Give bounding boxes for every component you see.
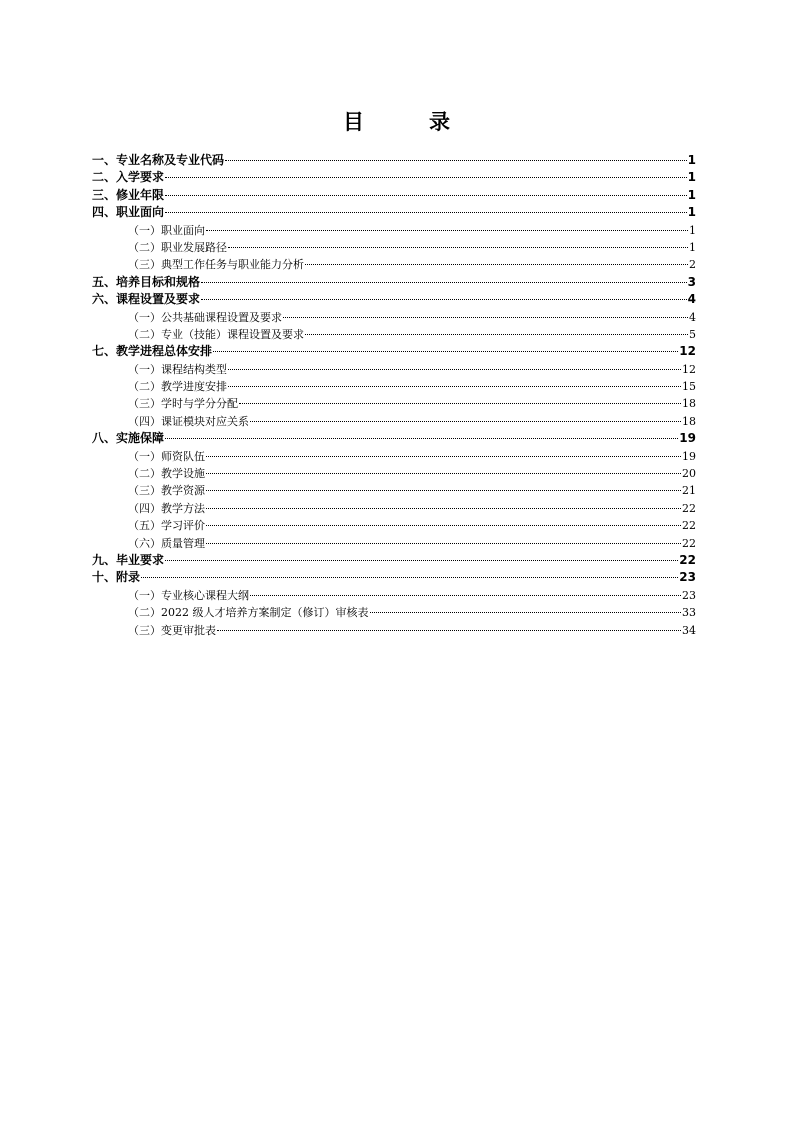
toc-entry-page-number: 12 xyxy=(682,362,696,376)
toc-entry-page-number: 3 xyxy=(687,274,696,289)
toc-section-entry[interactable] xyxy=(92,361,696,378)
toc-entry-label: （二）职业发展路径 xyxy=(128,240,227,254)
toc-chapter-entry[interactable] xyxy=(92,169,696,186)
toc-title: 目 录 xyxy=(343,110,472,134)
toc-section-entry[interactable] xyxy=(92,222,696,239)
toc-entry-page-number: 1 xyxy=(689,240,696,254)
dot-leader xyxy=(206,490,681,491)
toc-section-entry[interactable] xyxy=(92,500,696,517)
toc-section-entry[interactable] xyxy=(92,604,696,621)
toc-section-entry[interactable] xyxy=(92,535,696,552)
dot-leader xyxy=(206,456,681,457)
toc-entry-page-number: 20 xyxy=(682,467,696,481)
toc-section-entry[interactable] xyxy=(92,622,696,639)
toc-entry-label: 一、专业名称及专业代码 xyxy=(92,153,225,167)
table-of-contents xyxy=(92,152,696,639)
toc-section-entry[interactable] xyxy=(92,465,696,482)
toc-entry-page-number: 4 xyxy=(689,310,696,324)
dot-leader xyxy=(228,369,681,370)
dot-leader xyxy=(165,438,678,439)
toc-entry-page-number: 22 xyxy=(682,501,696,515)
dot-leader xyxy=(206,230,688,231)
toc-section-entry[interactable] xyxy=(92,413,696,430)
toc-section-entry[interactable] xyxy=(92,309,696,326)
dot-leader xyxy=(250,595,681,596)
toc-entry-page-number: 1 xyxy=(689,223,696,237)
toc-entry-page-number: 4 xyxy=(687,292,696,307)
dot-leader xyxy=(370,612,682,613)
dot-leader xyxy=(225,160,687,161)
toc-entry-label: （一）专业核心课程大纲 xyxy=(128,588,249,602)
dot-leader xyxy=(250,421,681,422)
toc-entry-label: 七、教学进程总体安排 xyxy=(92,344,213,359)
toc-entry-label: （一）课程结构类型 xyxy=(128,362,227,376)
toc-chapter-entry[interactable] xyxy=(92,291,696,308)
dot-leader xyxy=(206,473,681,474)
toc-entry-page-number: 19 xyxy=(682,449,696,463)
toc-entry-page-number: 1 xyxy=(687,205,696,220)
toc-entry-label: （二）2022 级人才培养方案制定（修订）审核表 xyxy=(128,606,369,620)
dot-leader xyxy=(305,264,688,265)
toc-section-entry[interactable] xyxy=(92,239,696,256)
toc-entry-label: 十、附录 xyxy=(92,570,141,585)
toc-entry-page-number: 1 xyxy=(687,170,696,185)
dot-leader xyxy=(201,282,687,283)
toc-entry-page-number: 33 xyxy=(682,606,696,620)
toc-entry-label: （二）教学进度安排 xyxy=(128,380,227,394)
toc-entry-page-number: 2 xyxy=(689,258,696,272)
toc-entry-page-number: 12 xyxy=(679,344,696,359)
toc-entry-label: 四、职业面向 xyxy=(92,205,165,220)
toc-chapter-entry[interactable] xyxy=(92,187,696,204)
dot-leader xyxy=(206,525,681,526)
dot-leader xyxy=(283,317,688,318)
toc-entry-label: （五）学习评价 xyxy=(128,519,205,533)
toc-entry-label: （四）课证模块对应关系 xyxy=(128,414,249,428)
toc-entry-page-number: 23 xyxy=(682,588,696,602)
toc-entry-label: 九、毕业要求 xyxy=(92,552,165,567)
toc-section-entry[interactable] xyxy=(92,482,696,499)
toc-entry-page-number: 21 xyxy=(682,484,696,498)
toc-entry-label: 六、课程设置及要求 xyxy=(92,292,201,307)
toc-entry-label: （一）公共基础课程设置及要求 xyxy=(128,310,282,324)
toc-entry-page-number: 19 xyxy=(679,431,696,446)
toc-chapter-entry[interactable] xyxy=(92,343,696,360)
toc-entry-label: （三）变更审批表 xyxy=(128,623,216,637)
toc-chapter-entry[interactable] xyxy=(92,152,696,169)
toc-entry-label: 三、修业年限 xyxy=(92,187,165,202)
toc-entry-label: 五、培养目标和规格 xyxy=(92,274,201,289)
toc-section-entry[interactable] xyxy=(92,395,696,412)
toc-entry-label: 八、实施保障 xyxy=(92,431,165,446)
dot-leader xyxy=(165,560,678,561)
toc-section-entry[interactable] xyxy=(92,517,696,534)
toc-entry-label: 二、入学要求 xyxy=(92,170,165,185)
toc-entry-label: （三）学时与学分分配 xyxy=(128,397,238,411)
toc-entry-page-number: 18 xyxy=(682,397,696,411)
dot-leader xyxy=(217,630,681,631)
toc-entry-page-number: 22 xyxy=(682,536,696,550)
toc-entry-label: （二）教学设施 xyxy=(128,467,205,481)
dot-leader xyxy=(228,247,688,248)
toc-entry-label: （六）质量管理 xyxy=(128,536,205,550)
dot-leader xyxy=(165,195,687,196)
toc-chapter-entry[interactable] xyxy=(92,430,696,447)
dot-leader xyxy=(206,508,681,509)
toc-entry-label: （四）教学方法 xyxy=(128,501,205,515)
dot-leader xyxy=(206,543,681,544)
dot-leader xyxy=(201,299,687,300)
toc-entry-page-number: 1 xyxy=(687,153,696,167)
dot-leader xyxy=(165,177,687,178)
toc-entry-label: （三）典型工作任务与职业能力分析 xyxy=(128,258,304,272)
toc-entry-page-number: 1 xyxy=(687,187,696,202)
toc-section-entry[interactable] xyxy=(92,378,696,395)
toc-chapter-entry[interactable] xyxy=(92,552,696,569)
dot-leader xyxy=(141,577,678,578)
toc-chapter-entry[interactable] xyxy=(92,274,696,291)
toc-entry-page-number: 22 xyxy=(679,552,696,567)
toc-chapter-entry[interactable] xyxy=(92,569,696,586)
toc-entry-label: （一）职业面向 xyxy=(128,223,205,237)
toc-chapter-entry[interactable] xyxy=(92,204,696,221)
toc-entry-page-number: 23 xyxy=(679,570,696,585)
dot-leader xyxy=(165,212,687,213)
toc-entry-page-number: 5 xyxy=(689,327,696,341)
dot-leader xyxy=(213,351,678,352)
toc-section-entry[interactable] xyxy=(92,587,696,604)
dot-leader xyxy=(228,386,681,387)
toc-entry-page-number: 15 xyxy=(682,380,696,394)
toc-entry-page-number: 22 xyxy=(682,519,696,533)
dot-leader xyxy=(305,334,688,335)
dot-leader xyxy=(239,403,681,404)
toc-entry-page-number: 18 xyxy=(682,414,696,428)
toc-entry-label: （一）师资队伍 xyxy=(128,449,205,463)
toc-entry-label: （二）专业（技能）课程设置及要求 xyxy=(128,327,304,341)
toc-section-entry[interactable] xyxy=(92,326,696,343)
toc-entry-label: （三）教学资源 xyxy=(128,484,205,498)
toc-section-entry[interactable] xyxy=(92,256,696,273)
toc-section-entry[interactable] xyxy=(92,448,696,465)
toc-entry-page-number: 34 xyxy=(682,623,696,637)
